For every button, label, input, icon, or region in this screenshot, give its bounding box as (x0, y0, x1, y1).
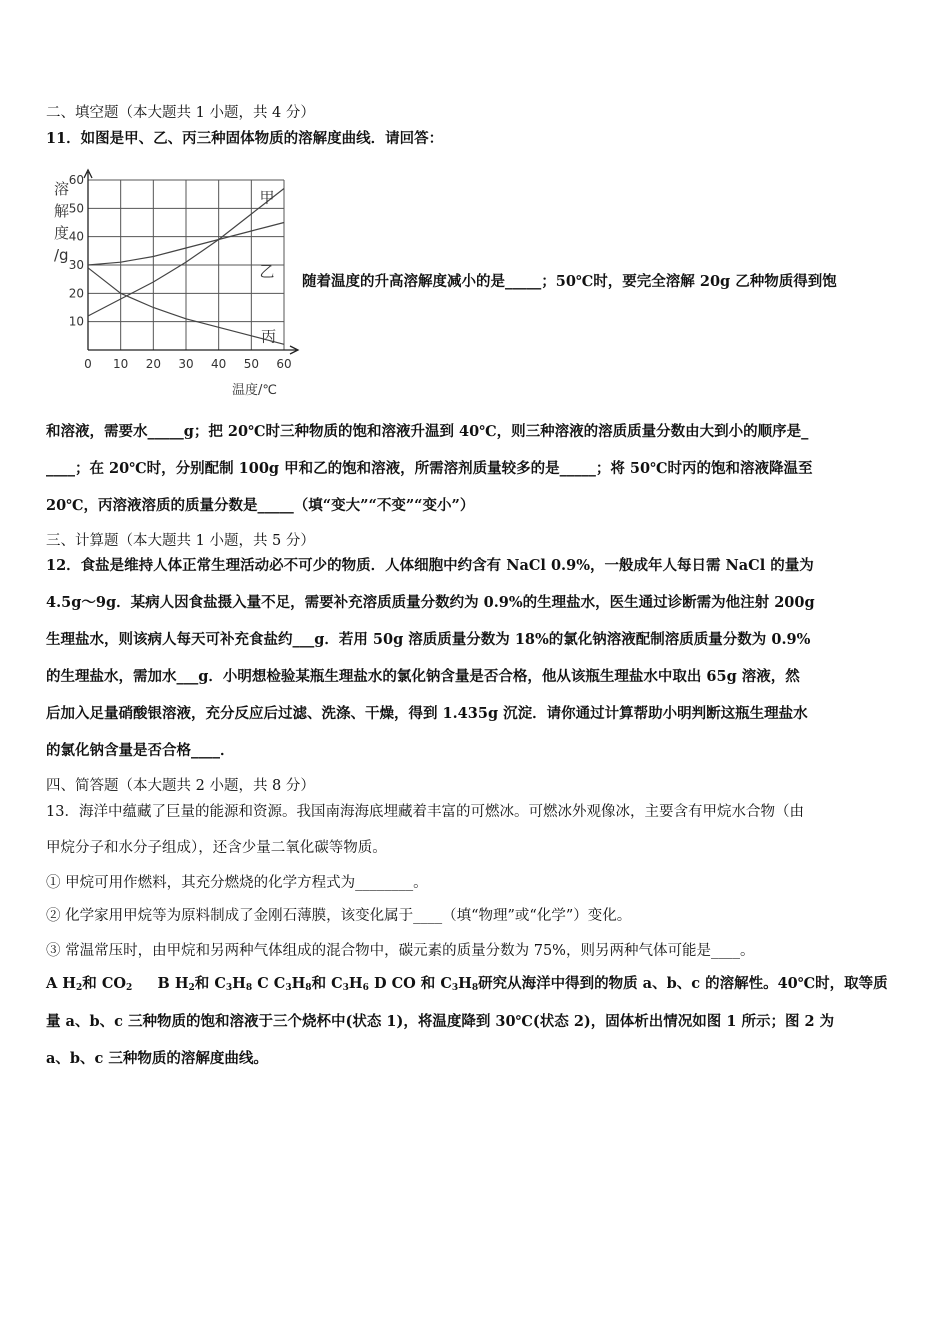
x-tick-label: 0 (84, 357, 92, 371)
y-axis-label-char: 解 (54, 202, 70, 220)
section4-heading: 四、简答题（本大题共 2 小题，共 8 分） (46, 778, 315, 794)
y-axis-label-char: /g (54, 246, 69, 264)
x-tick-label: 20 (145, 357, 161, 371)
tick-labels (69, 173, 292, 371)
x-tick-label: 60 (276, 357, 292, 371)
q12-line3: 生理盐水，则该病人每天可补充食盐约___g．若用 50g 溶质质量分数为 18%的氯化钠溶液配制溶质质量分数为 0.9% (46, 631, 811, 648)
q12-line1: 12．食盐是维持人体正常生理活动必不可少的物质．人体细胞中约含有 NaCl 0.9%，一般成年人每日需 NaCl 的量为 (46, 557, 814, 574)
y-axis-label-char: 溶 (54, 180, 70, 198)
y-tick-label: 20 (68, 286, 84, 301)
y-axis-label (54, 180, 69, 264)
x-tick-label: 40 (211, 357, 227, 371)
q13-options-line (46, 974, 888, 998)
chart-grid (88, 180, 284, 350)
y-axis-label-char: 度 (54, 224, 70, 242)
y-tick-label: 10 (68, 314, 84, 329)
q14-line2: 量 a、b、c 三种物质的饱和溶液于三个烧杯中(状态 1)，将温度降到 30℃(状态 2)，固体析出情况如图 1 所示；图 2 为 (46, 1013, 835, 1030)
series-label-甲: 甲 (259, 188, 275, 207)
solubility-chart (44, 168, 300, 404)
y-tick-label: 60 (68, 173, 84, 187)
section3-heading: 三、计算题（本大题共 1 小题，共 5 分） (46, 533, 315, 549)
x-tick-label: 10 (113, 357, 129, 371)
q11-line3: ____；在 20℃时，分别配制 100g 甲和乙的饱和溶液，所需溶剂质量较多的是_____；将 50℃时丙的饱和溶液降温至 (46, 460, 813, 477)
x-axis-label: 温度/℃ (232, 383, 277, 398)
q12-line5: 后加入足量硝酸银溶液，充分反应后过滤、洗涤、干燥，得到 1.435g 沉淀．请你通过计算帮助小明判断这瓶生理盐水 (46, 705, 808, 722)
y-tick-label: 50 (68, 201, 84, 216)
y-tick-label: 30 (68, 258, 84, 272)
q11-line4: 20℃，丙溶液溶质的质量分数是_____（填“变大”“不变”“变小”） (46, 497, 475, 514)
option-d: D CO 和 $C_3H_8$ (373, 975, 479, 993)
series-label-丙: 丙 (261, 327, 277, 346)
q12-line6: 的氯化钠含量是否合格____． (46, 742, 235, 759)
option-b: B $H_2$和 $C_3H_8$ (157, 975, 253, 993)
q12-line2: 4.5g～9g．某病人因食盐摄入量不足，需要补充溶质质量分数约为 0.9%的生理盐水，医生通过诊断需为他注射 200g (46, 594, 815, 611)
q13-line2: 甲烷分子和水分子组成），还含少量二氧化碳等物质。 (46, 840, 387, 856)
q13-item2: ② 化学家用甲烷等为原料制成了金刚石薄膜，该变化属于____（填“物理”或“化学”）变化。 (46, 908, 632, 924)
x-tick-label: 50 (243, 357, 259, 371)
option-c: C $C_3H_8$和 $C_3H_6$ (257, 975, 369, 993)
q11-line2: 和溶液，需要水_____g；把 20℃时三种物质的饱和溶液升温到 40℃，则三种溶液的溶质质量分数由大到小的顺序是_ (46, 423, 809, 440)
q14-line3: a、b、c 三种物质的溶解度曲线。 (46, 1050, 268, 1067)
q13-item1: ① 甲烷可用作燃料，其充分燃烧的化学方程式为________。 (46, 875, 428, 891)
y-tick-label: 40 (68, 229, 84, 244)
section2-heading: 二、填空题（本大题共 1 小题，共 4 分） (46, 105, 315, 121)
q14-intro: 研究从海洋中得到的物质 a、b、c 的溶解性。40℃时，取等质 (478, 975, 888, 992)
x-tick-label: 30 (178, 357, 194, 371)
option-a: A $H_2$和 $CO_2$ (46, 975, 133, 993)
q13-line1: 13．海洋中蕴藏了巨量的能源和资源。我国南海海底埋藏着丰富的可燃冰。可燃冰外观像冰，主要含有甲烷水合物（由 (46, 804, 804, 820)
q12-line4: 的生理盐水，需加水___g．小明想检验某瓶生理盐水的氯化钠含量是否合格，他从该瓶生理盐水中取出 65g 溶液，然 (46, 668, 800, 685)
q11-text-right: 随着温度的升高溶解度减小的是_____；50℃时，要完全溶解 20g 乙种物质得到饱 (302, 273, 837, 290)
series-label-乙: 乙 (259, 262, 275, 281)
q11-intro: 11．如图是甲、乙、丙三种固体物质的溶解度曲线．请回答： (46, 130, 444, 147)
q13-item3: ③ 常温常压时，由甲烷和另两种气体组成的混合物中，碳元素的质量分数为 75%，则另两种气体可能是____。 (46, 943, 755, 959)
